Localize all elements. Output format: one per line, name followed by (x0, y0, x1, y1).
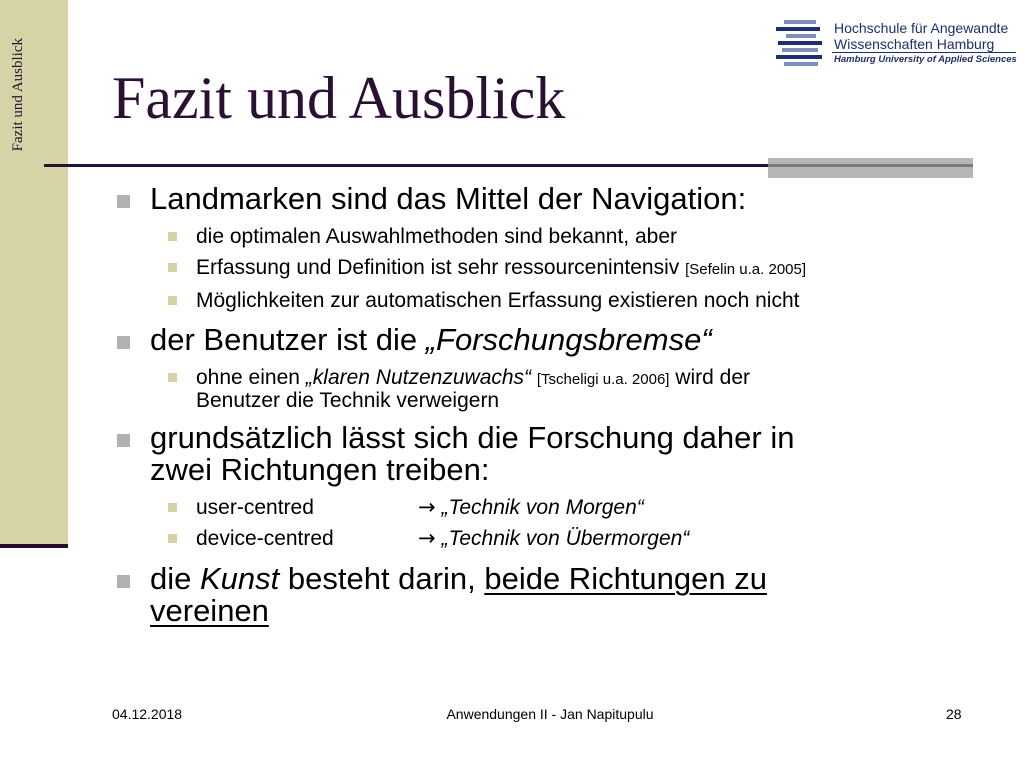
arrow-right-icon: → (418, 526, 436, 550)
sub-bullet-text: Benutzer die Technik verweigern (196, 389, 500, 412)
arrow-right-icon: → (418, 495, 436, 519)
citation: [Sefelin u.a. 2005] (685, 261, 807, 278)
university-logo (776, 18, 1016, 72)
logo-divider (832, 52, 1016, 53)
logo-text-line2: Wissenschaften Hamburg (834, 36, 995, 52)
citation: [Tscheligi u.a. 2006] (536, 371, 670, 388)
sub-bullet-italic: „klaren Nutzenzuwachs“ (305, 366, 532, 389)
logo-text-line1: Hochschule für Angewandte (834, 20, 1009, 36)
sidebar-label-text: Fazit und Ausblick (9, 38, 26, 152)
bullet-text: die (150, 561, 200, 596)
sidebar-bottom-rule (0, 544, 68, 548)
bullet-text-italic: Kunst (199, 561, 280, 596)
slide-content (112, 180, 972, 627)
slide-title: Fazit und Ausblick (112, 65, 566, 131)
direction-target: „Technik von Übermorgen“ (441, 527, 690, 550)
page-number: 28 (946, 706, 962, 722)
sub-bullet (112, 226, 972, 247)
sub-bullet-device-centred (112, 528, 972, 549)
bullet-text-underlined: beide Richtungen zu (484, 561, 767, 596)
direction-label: device-centred (196, 527, 334, 550)
sub-bullet-user-centred (112, 497, 972, 518)
footer-date: 04.12.2018 (112, 706, 183, 722)
bullet-text: grundsätzlich lässt sich die Forschung daher in (150, 420, 795, 455)
sidebar-strip (0, 0, 68, 546)
sub-bullet-text: ohne einen (196, 366, 306, 389)
bullet-forschung (112, 422, 972, 486)
title-accent-block (768, 158, 973, 178)
sub-bullet (112, 367, 972, 411)
bullet-landmarken (112, 183, 972, 215)
bullet-kunst (112, 563, 972, 627)
title-underline-rule (44, 164, 768, 167)
sub-bullet-text: die optimalen Auswahlmethoden sind bekannt, aber (196, 225, 677, 248)
bullet-text: zwei Richtungen treiben: (150, 452, 490, 487)
sub-bullet (112, 290, 972, 311)
sub-bullet-text: wird der (669, 366, 751, 389)
bullet-text-underlined: vereinen (150, 593, 269, 628)
bullet-benutzer (112, 324, 972, 356)
sub-bullet-text: Erfassung und Definition ist sehr ressourcenintensiv (196, 256, 680, 279)
direction-label: user-centred (196, 496, 314, 519)
bullet-text: der Benutzer ist die (150, 322, 426, 357)
sidebar-label (4, 0, 32, 190)
sub-bullet-text: Möglichkeiten zur automatischen Erfassung existieren noch nicht (196, 289, 800, 312)
bullet-text-italic: „Forschungsbremse“ (425, 322, 712, 357)
logo-text-line3: Hamburg University of Applied Sciences (834, 54, 1017, 65)
bullet-text: Landmarken sind das Mittel der Navigation: (150, 181, 747, 216)
footer-title: Anwendungen II - Jan Napitupulu (446, 706, 654, 722)
direction-target: „Technik von Morgen“ (441, 496, 644, 519)
bullet-text: besteht darin, (279, 561, 485, 596)
haw-logo-icon (776, 20, 822, 66)
sub-bullet (112, 257, 972, 280)
